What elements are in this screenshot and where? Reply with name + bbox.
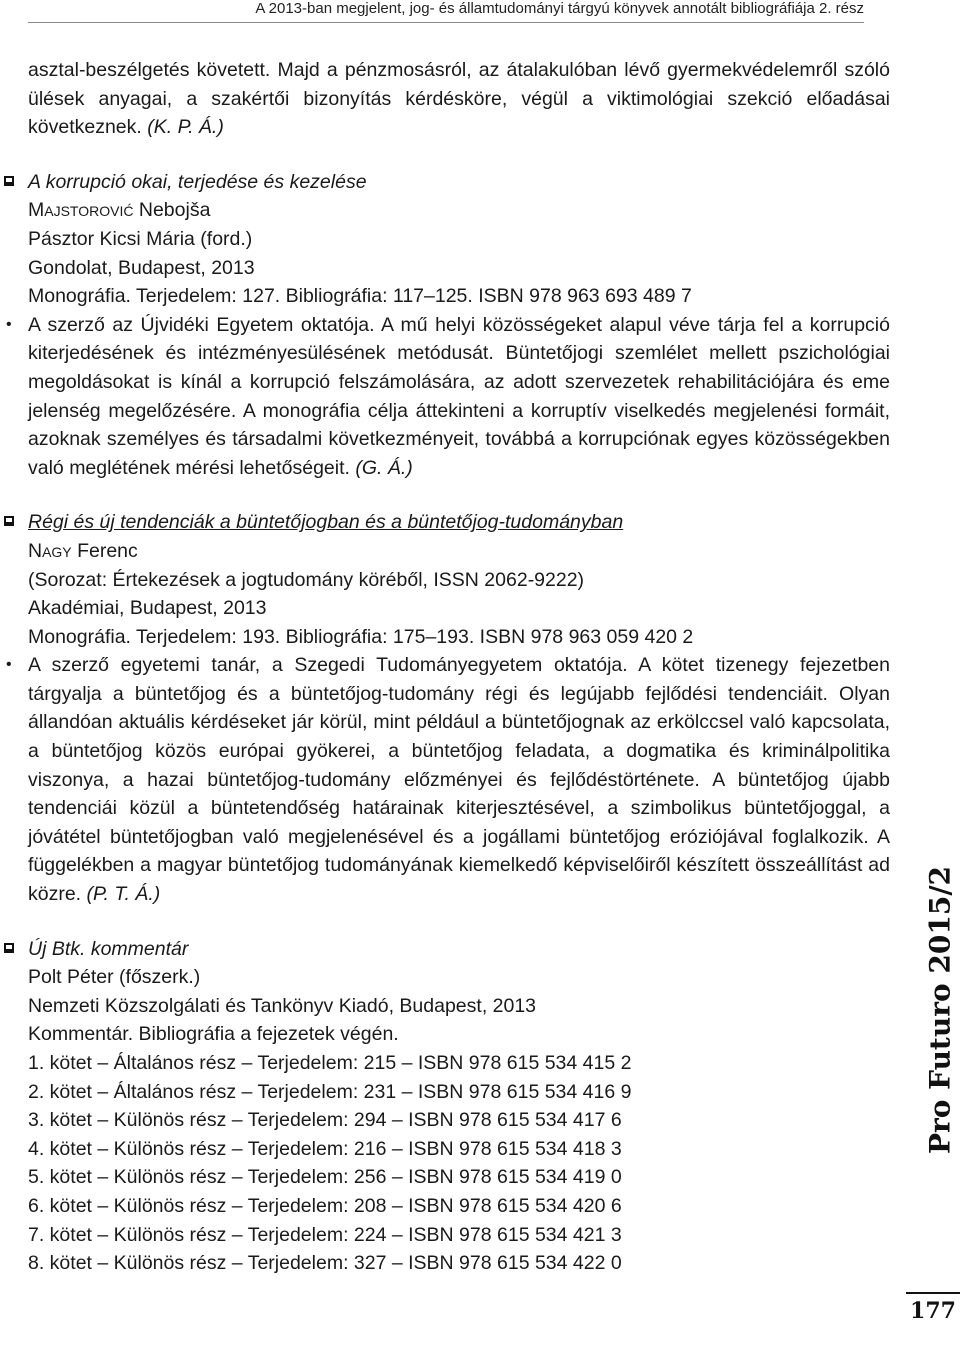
publisher: Nemzeti Közszolgálati és Tankönyv Kiadó, Budapest, 2013	[28, 994, 537, 1017]
annotation	[28, 651, 890, 908]
annotation-signature: (P. T. Á.)	[86, 883, 161, 906]
volume-item: 3. kötet – Különös rész – Terjedelem: 294 – ISBN 978 615 534 417 6	[28, 1109, 622, 1132]
annotation-text: A szerző egyetemi tanár, a Szegedi Tudományegyetem oktatója. A kötet tizenegy fejezetben tárgyalja a büntetőjog és a büntetőjog-tudomány régi és legújabb fejlődési tendenciáit. Olyan állandóan aktuális kérdéseket jár körül, mint például a büntetőjognak az erkölccsel való kapcsolata, a büntetőjog közös európai gyökerei, a büntetőjog feladata, a dogmatika és kriminálpolitika viszonya, a hazai büntetőjog-tudomány előzményei és fejlődéstörténete. A büntetőjog újabb tendenciái közül a büntetendőség határainak kiterjesztésével, a szimbolikus büntetőjoggal, a jóvátétel büntetőjogban való megjelenésével és a jogállami büntetőjog eróziójával foglalkozik. A függelékben a magyar büntetőjog tudományának kiemelkedő képviselőiről készített összeállítást ad közre.	[28, 654, 890, 906]
book-title: Régi és új tendenciák a büntetőjogban és a büntetőjog-tudományban	[28, 511, 624, 534]
publisher: Akadémiai, Budapest, 2013	[28, 597, 267, 620]
intro-text: asztal-beszélgetés követett. Majd a pénzmosásról, az átalakulóban lévő gyermekvédelemről szóló ülések anyagai, a szakértői bizonyítás kérdésköre, végül a viktimológiai szekció előadásai következnek.	[28, 59, 890, 139]
translator: Pásztor Kicsi Mária (ford.)	[28, 227, 253, 250]
bibliography-entry	[28, 508, 890, 908]
volume-item: 1. kötet – Általános rész – Terjedelem: 215 – ISBN 978 615 534 415 2	[28, 1052, 632, 1074]
editor: Polt Péter (főszerk.)	[28, 966, 201, 989]
running-head: A 2013-ban megjelent, jog- és államtudományi tárgyú könyvek annotált bibliográfiája 2. rész	[28, 0, 864, 23]
bibliography-entry	[28, 168, 890, 483]
book-title: A korrupció okai, terjedése és kezelése	[28, 170, 367, 193]
entry-marker-icon	[4, 943, 14, 953]
intro-paragraph	[28, 56, 890, 142]
author-family-name: Majstorović	[28, 199, 134, 222]
author-given-name: Ferenc	[77, 539, 138, 562]
volume-item: 4. kötet – Különös rész – Terjedelem: 216 – ISBN 978 615 534 418 3	[28, 1137, 622, 1160]
journal-title: Pro Futuro 2015/2	[923, 865, 957, 1155]
publication-type: Kommentár. Bibliográfia a fejezetek végén.	[28, 1023, 399, 1046]
page-number: 177	[910, 1298, 956, 1324]
volume-item: 2. kötet – Általános rész – Terjedelem: 231 – ISBN 978 615 534 416 9	[28, 1080, 632, 1103]
volume-item: 7. kötet – Különös rész – Terjedelem: 224 – ISBN 978 615 534 421 3	[28, 1223, 622, 1246]
entry-marker-icon	[4, 516, 14, 526]
page-body	[28, 56, 890, 1278]
author-given-name: Nebojša	[138, 199, 211, 222]
annotation	[28, 311, 890, 483]
publication-details: Monográfia. Terjedelem: 127. Bibliográfia: 117–125. ISBN 978 963 693 489 7	[28, 285, 692, 308]
annotation-text: A szerző az Újvidéki Egyetem oktatója. A mű helyi közösségeket alapul véve tárja fel a korrupció kiterjedésének és intézményesülésének metódusát. Büntetőjogi szemlélet mellett pszichológiai megoldásokat is kínál a korrupció felszámolására, az adott szervezetek rehabilitációjára és eme jelenség megelőzésére. A monográfia célja áttekinteni a korruptív viselkedés megjelenési formáit, azoknak személyes és társadalmi következményeit, továbbá a korrupciónak egyes közösségekben való meglétének mérési lehetőségeit.	[28, 313, 890, 479]
author-family-name: Nagy	[28, 539, 72, 562]
journal-sidebar	[880, 860, 960, 1160]
intro-signature: (K. P. Á.)	[147, 116, 224, 139]
publisher: Gondolat, Budapest, 2013	[28, 256, 255, 279]
series: (Sorozat: Értekezések a jogtudomány köréből, ISSN 2062-9222)	[28, 568, 585, 591]
publication-details: Monográfia. Terjedelem: 193. Bibliográfia: 175–193. ISBN 978 963 059 420 2	[28, 625, 694, 648]
volume-item: 5. kötet – Különös rész – Terjedelem: 256 – ISBN 978 615 534 419 0	[28, 1166, 622, 1189]
volume-item: 6. kötet – Különös rész – Terjedelem: 208 – ISBN 978 615 534 420 6	[28, 1194, 622, 1217]
entry-marker-icon	[4, 176, 14, 186]
volume-item: 8. kötet – Különös rész – Terjedelem: 327 – ISBN 978 615 534 422 0	[28, 1252, 622, 1275]
page-number-rule	[906, 1292, 960, 1294]
book-title: Új Btk. kommentár	[28, 937, 189, 960]
author	[28, 537, 890, 566]
bibliography-entry	[28, 935, 890, 1278]
author	[28, 196, 890, 225]
annotation-signature: (G. Á.)	[355, 456, 413, 479]
